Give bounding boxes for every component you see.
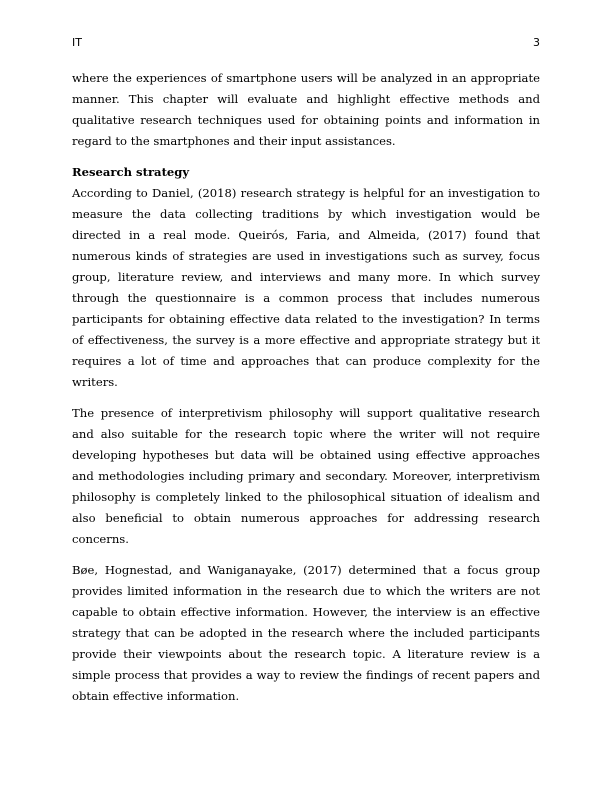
body-paragraph: According to Daniel, (2018) research strategy is helpful for an investigation to measure the data collecting traditions by which investigation would be directed in a real mode. Queirós, Faria, and Almeida, (2017) found that numerous kinds of strategies are used in investigations such as survey, focus group, literature review, and interviews and many more. In which survey through the questionnaire is a common process that includes numerous participants for obtaining effective data related to the investigation? In terms of effectiveness, the survey is a more effective and appropriate strategy but it requires a lot of time and approaches that can produce complexity for the writers.: [72, 186, 540, 389]
intro-paragraph: where the experiences of smartphone users will be analyzed in an appropriate manner. This chapter will evaluate and highlight effective methods and qualitative research techniques used for obtaining points and information in regard to the smartphones and their input assistances.: [72, 71, 540, 148]
page-header: [72, 36, 540, 50]
body-paragraph: The presence of interpretivism philosophy will support qualitative research and also suitable for the research topic where the writer will not require developing hypotheses but data will be obtained using effective approaches and methodologies including primary and secondary. Moreover, interpretivism philosophy is completely linked to the philosophical situation of idealism and also beneficial to obtain numerous approaches for addressing research concerns.: [72, 406, 540, 546]
body-paragraph: Bøe, Hognestad, and Waniganayake, (2017) determined that a focus group provides limited information in the research due to which the writers are not capable to obtain effective information. However, the interview is an effective strategy that can be adopted in the research where the included participants provide their viewpoints about the research topic. A literature review is a simple process that provides a way to review the findings of recent papers and obtain effective information.: [72, 563, 540, 703]
running-head: IT: [72, 36, 82, 49]
page-number: 3: [533, 36, 540, 49]
section-heading: Research strategy: [72, 165, 190, 179]
document-body: [72, 68, 540, 717]
